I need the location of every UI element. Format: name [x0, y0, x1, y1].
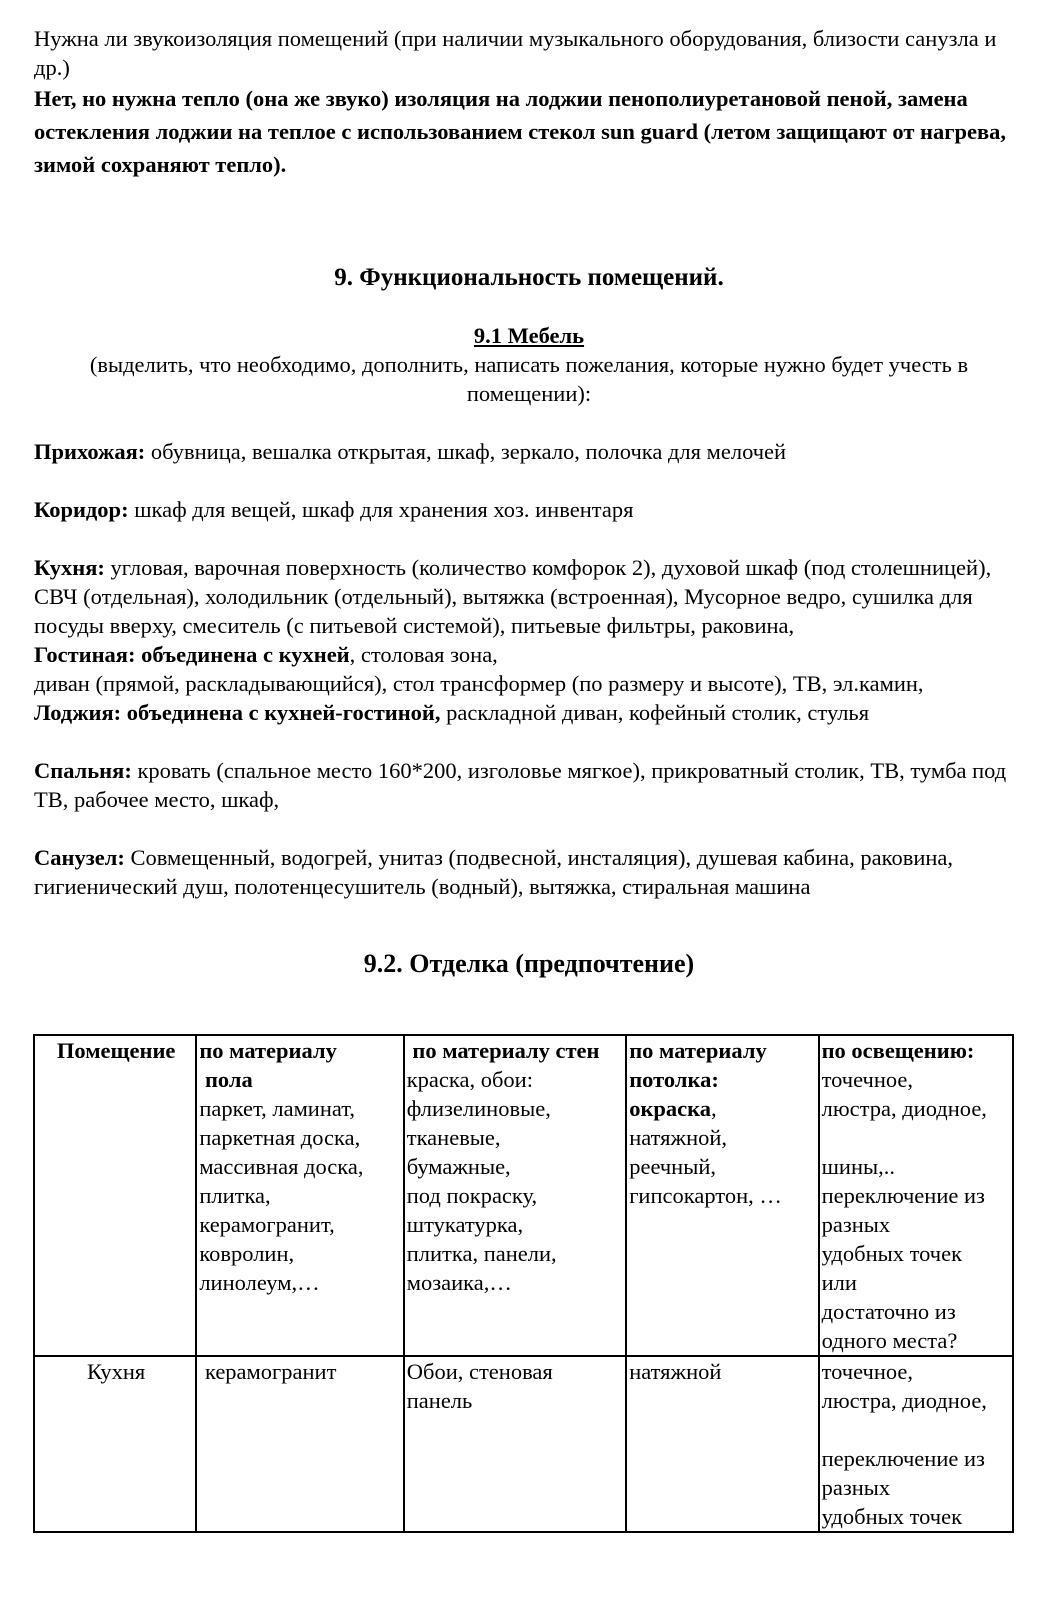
cell-lighting-line: переключение из [821, 1446, 985, 1471]
cell-room: Кухня [34, 1356, 196, 1532]
ceiling-option: натяжной, [629, 1125, 728, 1150]
room-kitchen [34, 553, 1024, 640]
finishing-table [33, 1034, 1014, 1533]
ceiling-option: гипсокартон, … [629, 1183, 782, 1208]
room-text: шкаф для вещей, шкаф для хранения хоз. инвентаря [128, 497, 634, 522]
header-wall [404, 1035, 626, 1356]
room-text: диван (прямой, раскладывающийся), стол трансформер (по размеру и высоте), ТВ, эл.камин, [34, 671, 924, 696]
cell-lighting [819, 1356, 1013, 1532]
floor-option: линолеум,… [199, 1270, 320, 1295]
ceiling-option-paint [629, 1094, 817, 1123]
cell-lighting-blank [822, 1415, 1012, 1444]
lighting-option: разных [821, 1212, 891, 1237]
header-floor [196, 1035, 403, 1356]
ceiling-option-comma: , [711, 1096, 717, 1121]
room-label: Лоджия: объединена с кухней-гостиной, [34, 700, 441, 725]
room-entrance [34, 437, 1024, 466]
wall-option: штукатурка, [406, 1212, 524, 1237]
room-text: , столовая зона, [349, 642, 498, 667]
room-label: Кухня: [34, 555, 105, 580]
cell-ceiling: натяжной [626, 1356, 818, 1532]
document-page [34, 24, 1024, 979]
table-header-row [34, 1035, 1013, 1356]
room-text: раскладной диван, кофейный столик, стулья [440, 700, 870, 725]
section-9-1-title: 9.1 Мебель [473, 323, 585, 348]
room-text: Совмещенный, водогрей, унитаз (подвесной, инсталяция), душевая кабина, раковина, гигиенический душ, полотенцесушитель (водный), вытяжка, стиральная машина [34, 845, 954, 899]
lighting-option: удобных точек [821, 1241, 963, 1266]
cell-wall-line: панель [406, 1388, 473, 1413]
header-ceiling [626, 1035, 818, 1356]
floor-option: паркет, ламинат, [199, 1096, 356, 1121]
header-wall-title: по материалу стен [406, 1038, 600, 1063]
ceiling-option-bold: окраска [629, 1096, 712, 1121]
room-label: Прихожая: [34, 439, 146, 464]
lighting-option: шины,.. [821, 1154, 895, 1179]
wall-option: флизелиновые, [406, 1096, 551, 1121]
header-lighting [819, 1035, 1013, 1356]
cell-wall [404, 1356, 626, 1532]
floor-option: керамогранит, [199, 1212, 335, 1237]
cell-wall-line: Обои, стеновая [406, 1359, 553, 1384]
room-loggia [34, 698, 1024, 727]
room-label: Спальня: [34, 758, 132, 783]
header-ceiling-title: по материалу [629, 1038, 767, 1063]
section-9-1-note: (выделить, что необходимо, дополнить, написать пожелания, которые нужно будет учесть в помещении): [89, 352, 969, 406]
room-living-details [34, 669, 1024, 698]
ceiling-option: реечный, [629, 1154, 717, 1179]
cell-lighting-line: разных [821, 1475, 891, 1500]
wall-option: мозаика,… [406, 1270, 512, 1295]
wall-option: краска, обои: [406, 1067, 533, 1092]
room-label: Коридор: [34, 497, 129, 522]
header-lighting-title: по освещению: [821, 1038, 975, 1063]
wall-option: бумажные, [406, 1154, 511, 1179]
header-ceiling-title-2: потолка: [629, 1067, 719, 1092]
lighting-option: или [821, 1270, 857, 1295]
room-text: угловая, варочная поверхность (количество комфорок 2), духовой шкаф (под столешницей), СВЧ (отдельная), холодильник (отдельный), вытяжка (встроенная), Мусорное ведро, сушилка для посуды вверху, смеситель (с питьевой системой), питьевые фильтры, раковина, [34, 555, 992, 638]
section-9-title: 9. Функциональность помещений. [334, 264, 724, 291]
header-floor-title-2: пола [199, 1067, 253, 1092]
floor-option: ковролин, [199, 1241, 295, 1266]
cell-lighting-line: люстра, диодное, [821, 1388, 987, 1413]
cell-lighting-line: удобных точек [821, 1504, 963, 1529]
lighting-option: достаточно из [821, 1299, 956, 1324]
lighting-option-blank [822, 1123, 1012, 1152]
room-label: Санузел: [34, 845, 125, 870]
room-living [34, 640, 1024, 669]
cell-lighting-line: точечное, [821, 1359, 914, 1384]
wall-option: тканевые, [406, 1125, 501, 1150]
header-floor-title: по материалу [199, 1038, 337, 1063]
header-room: Помещение [34, 1035, 196, 1356]
cell-floor: керамогранит [196, 1356, 403, 1532]
lighting-option: переключение из [821, 1183, 985, 1208]
lighting-option: одного места? [821, 1328, 958, 1353]
room-label: Гостиная: объединена с кухней [34, 642, 350, 667]
floor-option: плитка, [199, 1183, 271, 1208]
room-bathroom [34, 843, 1024, 901]
lighting-option: люстра, диодное, [821, 1096, 987, 1121]
answer-soundproofing: Нет, но нужна тепло (она же звуко) изоляция на лоджии пенополиуретановой пеной, замена остекления лоджии на теплое с использованием стекол sun guard (летом защищают от нагрева, зимой сохраняют тепло). [34, 86, 1006, 177]
room-text: обувница, вешалка открытая, шкаф, зеркало, полочка для мелочей [145, 439, 787, 464]
floor-option: паркетная доска, [199, 1125, 361, 1150]
question-soundproofing: Нужна ли звукоизоляция помещений (при наличии музыкального оборудования, близости санузла и др.) [34, 26, 997, 80]
room-text: кровать (спальное место 160*200, изголовье мягкое), прикроватный столик, ТВ, тумба под ТВ, рабочее место, шкаф, [34, 758, 1007, 812]
table-row [34, 1356, 1013, 1532]
wall-option: плитка, панели, [406, 1241, 557, 1266]
section-9-2-title: 9.2. Отделка (предпочтение) [363, 949, 695, 978]
room-bedroom [34, 756, 1024, 814]
floor-option: массивная доска, [199, 1154, 364, 1179]
wall-option: под покраску, [406, 1183, 538, 1208]
lighting-option: точечное, [821, 1067, 914, 1092]
room-corridor [34, 495, 1024, 524]
